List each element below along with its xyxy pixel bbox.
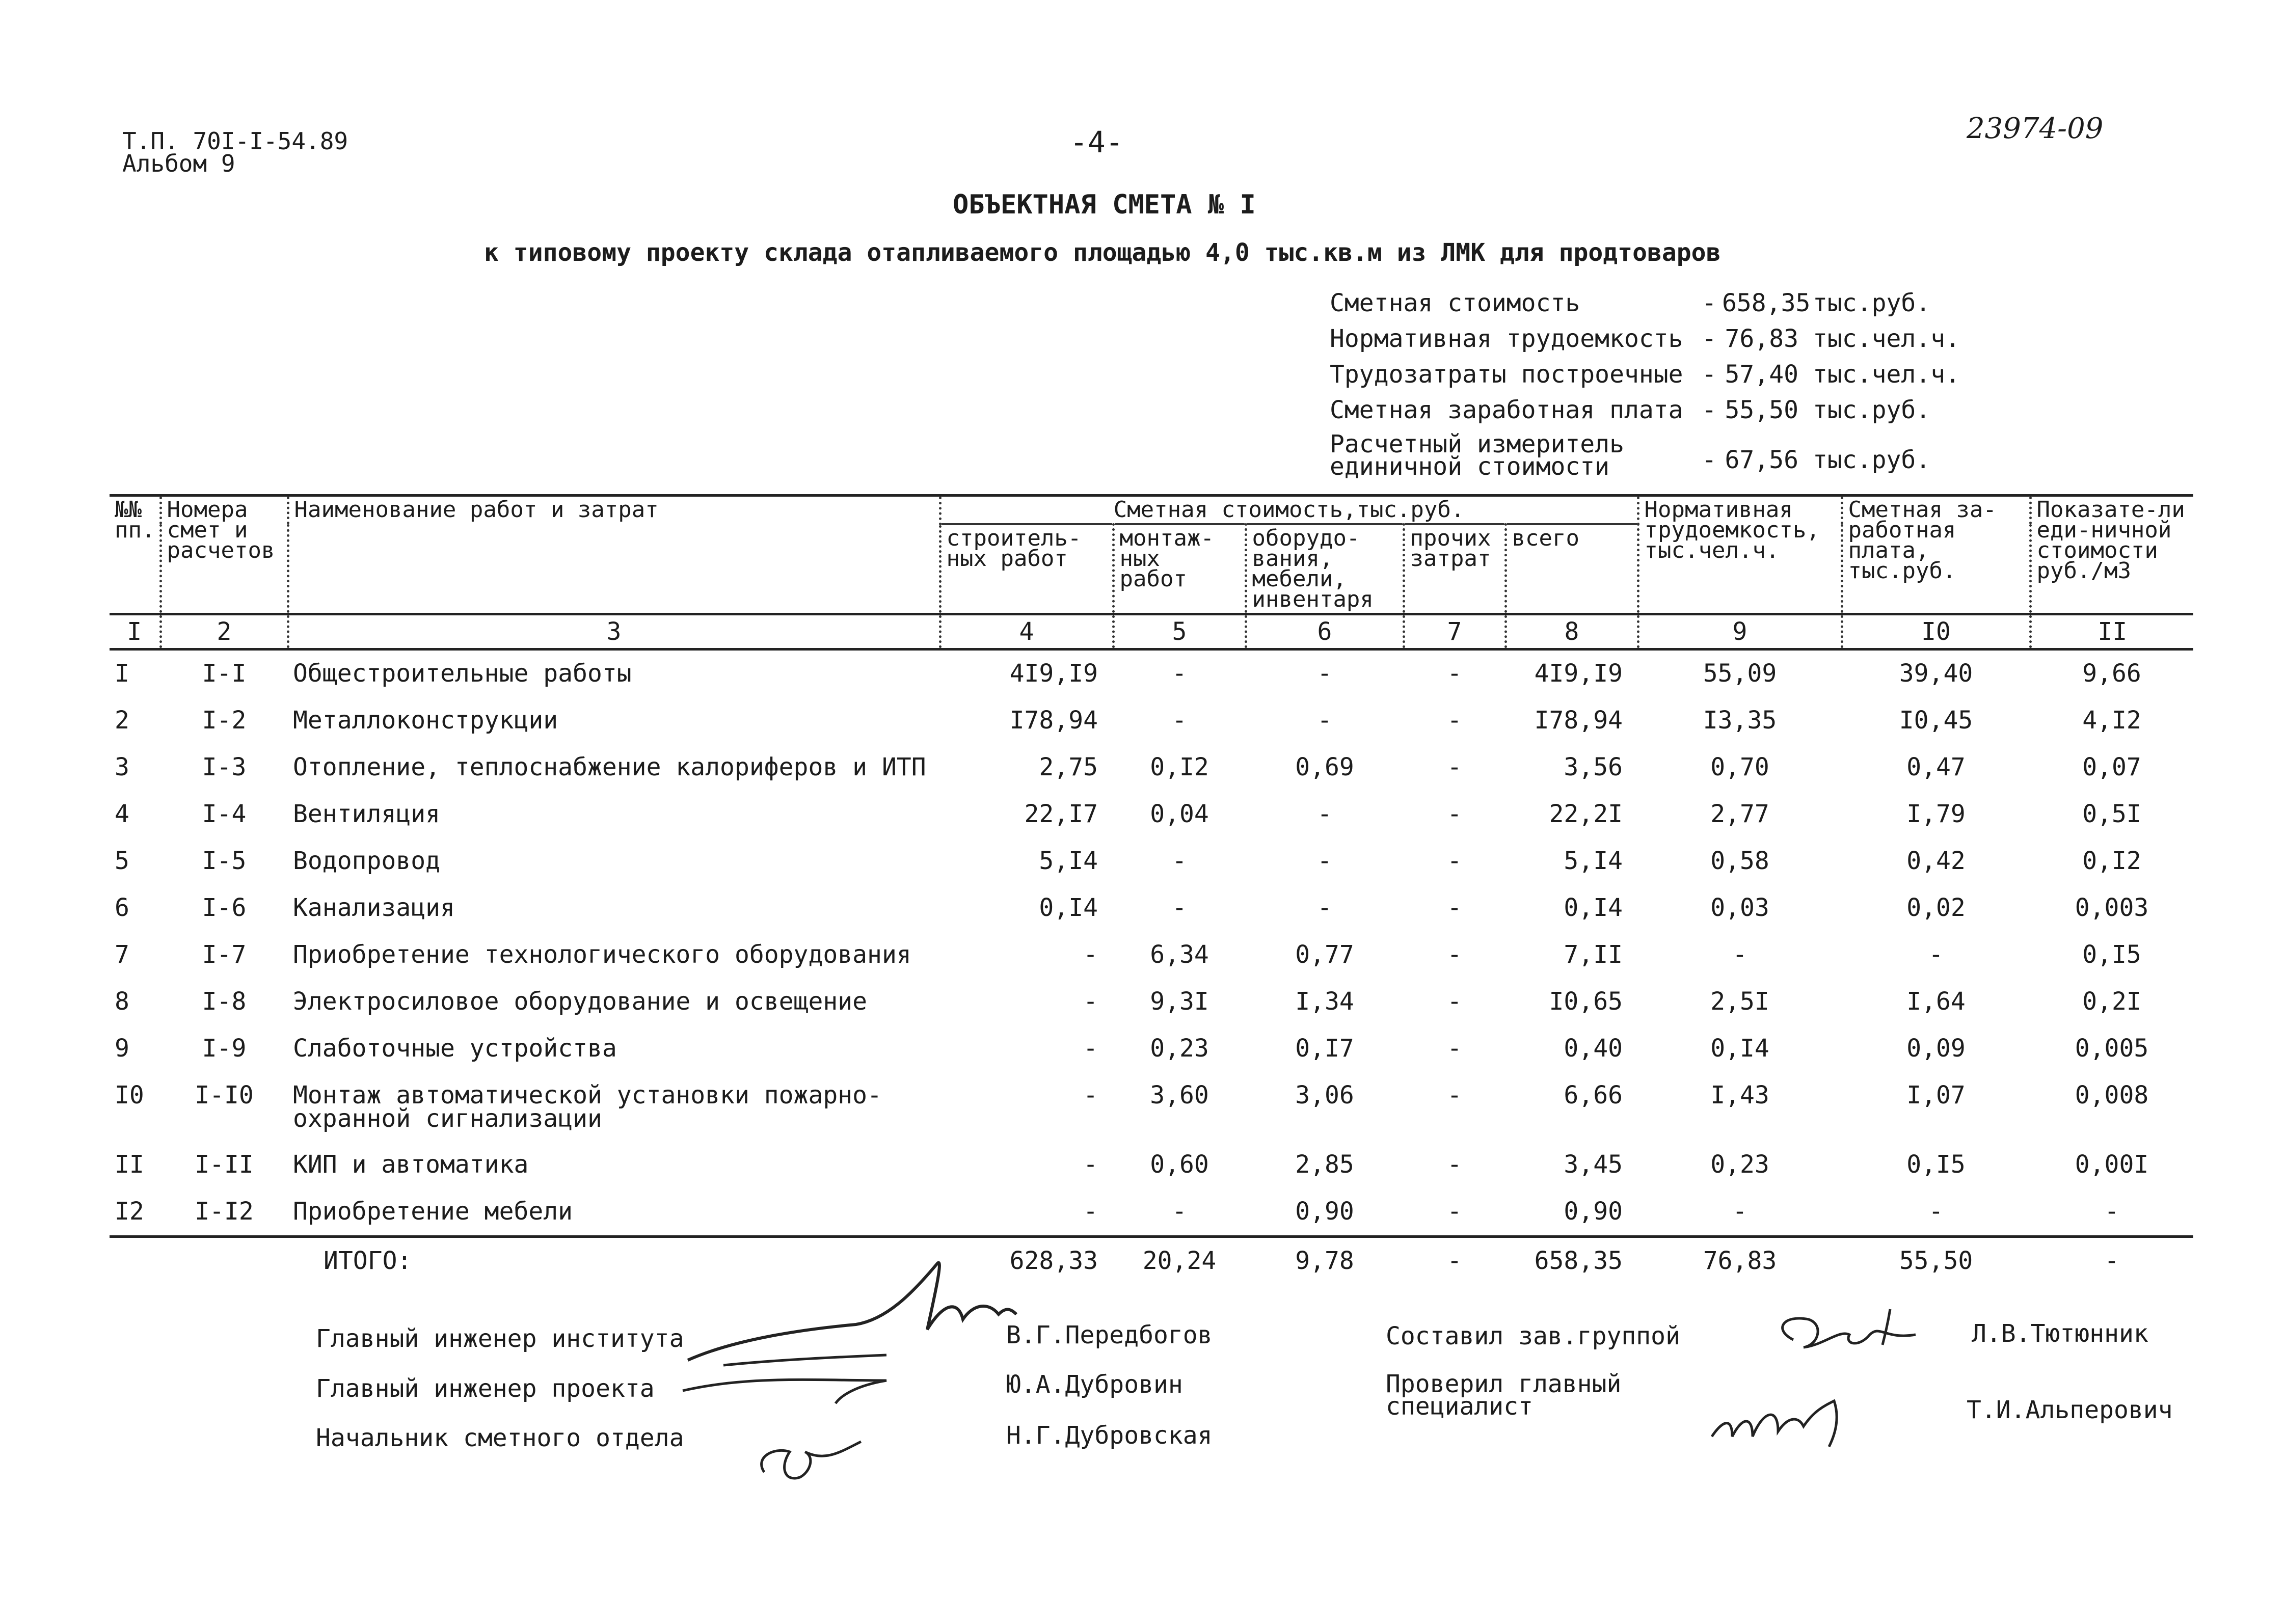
cell-estimate-no: I-8 [202,987,247,1016]
cell-equipment: 3,06 [1295,1081,1354,1109]
cell-other: - [1447,1197,1462,1226]
cell-construction: - [1083,1150,1098,1179]
cell-unit-cost: 0,5I [2082,800,2141,828]
project-code: Т.П. 70I-I-54.89 [122,127,348,155]
summary-row [1330,321,1960,357]
cell-num: II [115,1150,144,1179]
sig-role: Главный инженер института [316,1324,684,1353]
sig-role [1386,1370,1622,1421]
signature-scribble [744,1421,876,1493]
cell-total: 0,90 [1564,1197,1623,1226]
cell-equipment: - [1317,659,1332,688]
cell-wages: - [1928,940,1944,969]
cell-equipment: - [1317,894,1332,922]
cell-construction: - [1083,1034,1098,1063]
sig-name: Т.И.Альперович [1967,1396,2173,1424]
column-number: II [2030,614,2193,649]
col-header-unit-cost: Показате-ли еди-ничной стоимости руб./м3 [2030,496,2193,614]
cell-equipment: I,34 [1295,987,1354,1016]
cell-name: Металлоконструкции [293,706,558,735]
cell-name: Монтаж автоматической установки пожарно-охранной сигнализации [293,1081,882,1133]
cell-construction: I78,94 [1009,706,1098,735]
summary-label: Трудозатраты построечные [1330,360,1683,389]
cell-name: Приобретение технологического оборудования [293,940,911,969]
table-row [110,649,2193,698]
summary-value: 67,56 [1725,446,1798,474]
sig-name: Ю.А.Дубровин [1006,1370,1183,1399]
signature-scribble [1702,1381,1854,1457]
summary-value: 76,83 [1725,324,1798,353]
cell-estimate-no: I-9 [202,1034,247,1063]
signature-scribble [1763,1299,1926,1375]
cell-unit-cost: 0,00I [2075,1150,2149,1179]
cell-estimate-no: I-II [195,1150,254,1179]
estimate-table [110,494,2193,1285]
sig-name: В.Г.Передбогов [1006,1321,1213,1349]
cell-labor: 0,23 [1710,1150,1769,1179]
sig-role: Главный инженер проекта [316,1374,655,1403]
col-header-total: всего [1505,524,1638,614]
cell-total: 6,66 [1564,1081,1623,1109]
sig-name: Л.В.Тютюнник [1972,1319,2148,1348]
summary-label: Сметная стоимость [1330,289,1580,317]
cell-construction: 22,I7 [1024,800,1098,828]
cell-other: - [1447,940,1462,969]
cell-name: Электросиловое оборудование и освещение [293,987,868,1016]
cell-unit-cost: 0,I2 [2082,847,2141,875]
col-header-wages: Сметная за-работная плата, тыс.руб. [1842,496,2030,614]
sig-name: Н.Г.Дубровская [1006,1421,1213,1450]
cell-empty [160,1237,288,1285]
cell-total: I78,94 [1534,706,1623,735]
summary-unit: тыс.чел.ч. [1813,324,1960,353]
cell-estimate-no: I-7 [202,940,247,969]
cell-unit-cost: 0,005 [2075,1034,2149,1063]
cell-equipment: - [1317,847,1332,875]
cell-name: Отопление, теплоснабжение калориферов и ИТП [293,753,926,781]
total-c5: 20,24 [1113,1237,1246,1285]
col-header-other: прочих затрат [1404,524,1505,614]
table-row [110,932,2193,979]
column-number: 5 [1113,614,1246,649]
cell-other: - [1447,1081,1462,1109]
document-number: 23974-09 [1967,112,2104,145]
cell-equipment: 2,85 [1295,1150,1354,1179]
cell-installation: - [1172,894,1187,922]
cell-labor: 0,03 [1710,894,1769,922]
sig-role-line: специалист [1386,1392,1533,1421]
cell-total: 4I9,I9 [1534,659,1623,688]
col-header-estimate-no: Номера смет и расчетов [160,496,288,614]
album-label: Альбом 9 [122,150,235,177]
cell-labor: 55,09 [1703,659,1777,688]
cell-construction: - [1083,987,1098,1016]
summary-unit: тыс.чел.ч. [1813,360,1960,389]
cell-num: 4 [115,800,129,828]
column-number: I0 [1842,614,2030,649]
cell-total: 0,40 [1564,1034,1623,1063]
cell-labor: I3,35 [1703,706,1777,735]
col-header-num: №№ пп. [110,496,160,614]
summary-row [1330,357,1960,392]
summary-dash: - [1702,360,1717,389]
cell-construction: 2,75 [1039,753,1098,781]
cell-construction: 0,I4 [1039,894,1098,922]
cell-equipment: - [1317,800,1332,828]
cell-unit-cost: 9,66 [2082,659,2141,688]
cell-wages: I,79 [1906,800,1966,828]
cell-wages: 0,I5 [1906,1150,1966,1179]
cell-estimate-no: I-2 [202,706,247,735]
column-number: 7 [1404,614,1505,649]
document-title: ОБЪЕКТНАЯ СМЕТА № I [953,190,1256,220]
table-row [110,1142,2193,1188]
cell-installation: 0,I2 [1150,753,1209,781]
cell-num: I2 [115,1197,144,1226]
summary-value: 55,50 [1725,396,1798,424]
total-c4: 628,33 [940,1237,1113,1285]
cell-total: 3,56 [1564,753,1623,781]
table-row [110,697,2193,744]
col-header-installation: монтаж-ных работ [1113,524,1246,614]
cell-equipment: 0,69 [1295,753,1354,781]
total-c6: 9,78 [1246,1237,1404,1285]
cell-equipment: 0,77 [1295,940,1354,969]
cell-wages: 0,47 [1906,753,1966,781]
cell-labor: 2,5I [1710,987,1769,1016]
cell-wages: I,07 [1906,1081,1966,1109]
cell-installation: 0,04 [1150,800,1209,828]
document-header-left [122,127,348,177]
cell-other: - [1447,1150,1462,1179]
cell-wages: 0,09 [1906,1034,1966,1063]
table-row [110,1072,2193,1142]
cell-wages: 39,40 [1899,659,1973,688]
cell-construction: - [1083,940,1098,969]
cell-construction: 5,I4 [1039,847,1098,875]
cell-unit-cost: 0,07 [2082,753,2141,781]
cell-installation: 3,60 [1150,1081,1209,1109]
cell-num: 5 [115,847,129,875]
column-number: 3 [288,614,940,649]
sig-role: Составил зав.группой [1386,1322,1680,1350]
cell-labor: I,43 [1710,1081,1769,1109]
cell-estimate-no: I-6 [202,894,247,922]
cell-wages: 0,02 [1906,894,1966,922]
cell-other: - [1447,894,1462,922]
cell-installation: - [1172,659,1187,688]
cell-unit-cost: 0,2I [2082,987,2141,1016]
cell-unit-cost: 0,003 [2075,894,2149,922]
cell-equipment: 0,90 [1295,1197,1354,1226]
cell-wages: 0,42 [1906,847,1966,875]
cell-estimate-no: I-3 [202,753,247,781]
total-c10: 55,50 [1842,1237,2030,1285]
cell-other: - [1447,847,1462,875]
cell-num: I [115,659,129,688]
cell-equipment: - [1317,706,1332,735]
summary-label [1330,430,1697,481]
sig-role: Начальник сметного отдела [316,1424,684,1452]
column-number: 4 [940,614,1113,649]
col-header-equipment: оборудо-вания, мебели, инвентаря [1246,524,1404,614]
cell-num: 7 [115,940,129,969]
cell-num: 2 [115,706,129,735]
summary-unit: тыс.руб. [1813,446,1931,474]
summary-value: 57,40 [1725,360,1798,389]
cell-total: 5,I4 [1564,847,1623,875]
table-row [110,1025,2193,1072]
table-row [110,791,2193,838]
total-c11: - [2030,1237,2193,1285]
table-row [110,885,2193,932]
cell-estimate-no: I-I0 [195,1081,254,1109]
summary-label-line: Расчетный измеритель [1330,430,1624,458]
cell-unit-cost: - [2104,1197,2119,1226]
page-number: -4- [1070,125,1123,159]
cell-installation: - [1172,706,1187,735]
cell-labor: 0,58 [1710,847,1769,875]
col-header-labor: Нормативная трудоемкость, тыс.чел.ч. [1638,496,1842,614]
column-number: 2 [160,614,288,649]
cell-installation: 0,23 [1150,1034,1209,1063]
summary-dash: - [1702,396,1717,424]
cell-estimate-no: I-4 [202,800,247,828]
summary-dash: - [1702,324,1717,353]
cell-estimate-no: I-I2 [195,1197,254,1226]
cell-estimate-no: I-5 [202,847,247,875]
cell-wages: - [1928,1197,1944,1226]
cell-name: Вентиляция [293,800,440,828]
cell-num: 6 [115,894,129,922]
cell-other: - [1447,706,1462,735]
col-header-cost-group: Сметная стоимость,тыс.руб. [940,496,1638,525]
cell-num: 8 [115,987,129,1016]
column-number: 6 [1246,614,1404,649]
cell-wages: I,64 [1906,987,1966,1016]
cell-name: КИП и автоматика [293,1150,529,1179]
total-c7: - [1404,1237,1505,1285]
summary-label: Сметная заработная плата [1330,396,1683,424]
column-number: I [110,614,160,649]
total-c9: 76,83 [1638,1237,1842,1285]
cell-other: - [1447,987,1462,1016]
sig-role-line: Проверил главный [1386,1370,1622,1398]
cell-name: Общестроительные работы [293,659,632,688]
summary-label: Нормативная трудоемкость [1330,324,1683,353]
summary-value: 658,35 [1722,289,1811,317]
cell-empty [110,1237,160,1285]
cell-num: 9 [115,1034,129,1063]
document-subtitle: к типовому проекту склада отапливаемого площадью 4,0 тыс.кв.м из ЛМК для продтоваров [484,238,1721,267]
cell-installation: - [1172,847,1187,875]
summary-unit: тыс.руб. [1813,396,1931,424]
cell-installation: 6,34 [1150,940,1209,969]
cell-other: - [1447,1034,1462,1063]
cell-construction: - [1083,1197,1098,1226]
cell-installation: 9,3I [1150,987,1209,1016]
column-number-row [110,614,2193,649]
signature-scribble [673,1243,1019,1406]
table-row [110,1188,2193,1237]
cell-other: - [1447,800,1462,828]
cell-other: - [1447,753,1462,781]
cell-name: Приобретение мебели [293,1197,573,1226]
cell-total: 3,45 [1564,1150,1623,1179]
cell-estimate-no: I-I [202,659,247,688]
cell-labor: - [1732,1197,1747,1226]
cell-unit-cost: 4,I2 [2082,706,2141,735]
cell-name: Слаботочные устройства [293,1034,617,1063]
col-header-construction: строитель-ных работ [940,524,1113,614]
cell-labor: - [1732,940,1747,969]
cell-construction: 4I9,I9 [1009,659,1098,688]
summary-dash: - [1702,446,1717,474]
cell-construction: - [1083,1081,1098,1109]
col-header-name: Наименование работ и затрат [288,496,940,614]
cell-labor: 0,70 [1710,753,1769,781]
cell-total: 0,I4 [1564,894,1623,922]
summary-row [1330,285,1960,321]
summary-row [1330,392,1960,428]
cell-num: I0 [115,1081,144,1109]
cell-unit-cost: 0,I5 [2082,940,2141,969]
summary-label-line: единичной стоимости [1330,452,1610,481]
total-row [110,1237,2193,1285]
cell-installation: 0,60 [1150,1150,1209,1179]
summary-unit: тыс.руб. [1813,289,1931,317]
header-row [110,496,2193,525]
cell-installation: - [1172,1197,1187,1226]
column-number: 8 [1505,614,1638,649]
summary-dash: - [1702,289,1717,317]
cell-labor: 2,77 [1710,800,1769,828]
table-row [110,838,2193,885]
cell-wages: I0,45 [1899,706,1973,735]
cell-num: 3 [115,753,129,781]
table-body [110,649,2193,1285]
cell-total: 7,II [1564,940,1623,969]
table-row [110,744,2193,791]
total-label: ИТОГО: [288,1237,940,1285]
cell-equipment: 0,I7 [1295,1034,1354,1063]
cell-unit-cost: 0,008 [2075,1081,2149,1109]
column-number: 9 [1638,614,1842,649]
cell-name: Канализация [293,894,455,922]
total-c8: 658,35 [1505,1237,1638,1285]
table-row [110,979,2193,1025]
summary-row [1330,430,1960,481]
cell-labor: 0,I4 [1710,1034,1769,1063]
cell-total: 22,2I [1549,800,1623,828]
summary-block [1330,285,1960,481]
cell-total: I0,65 [1549,987,1623,1016]
cell-other: - [1447,659,1462,688]
cell-name: Водопровод [293,847,440,875]
